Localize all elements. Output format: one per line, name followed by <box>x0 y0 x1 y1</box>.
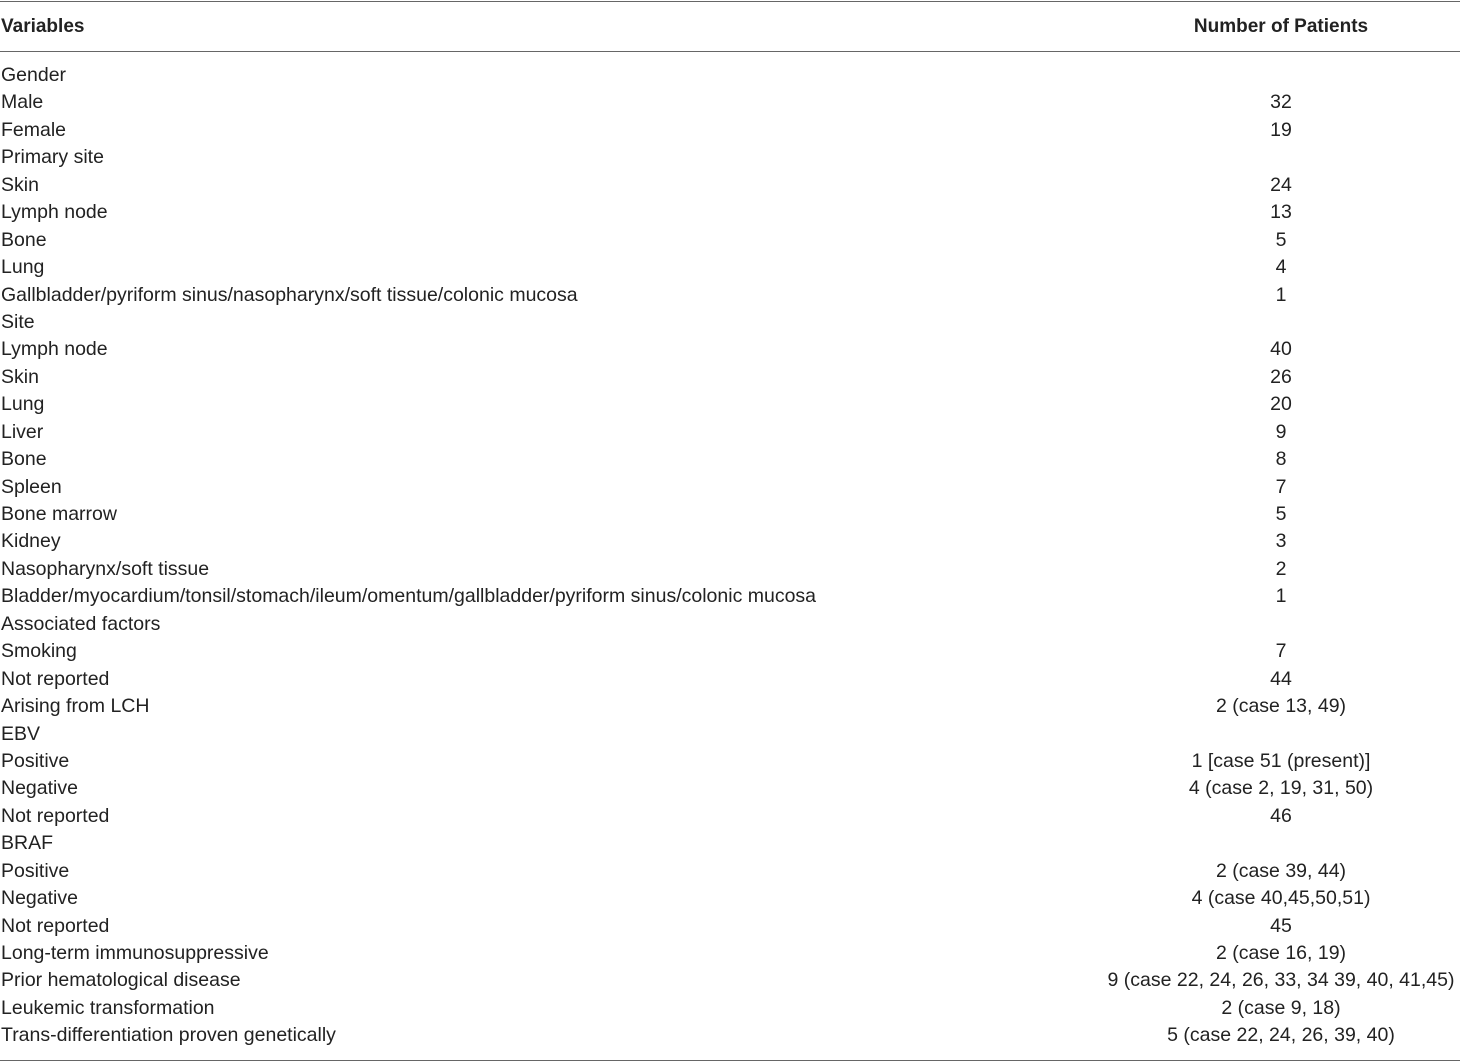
table-body <box>0 62 1460 1050</box>
cell-number-of-patients: 1 [case 51 (present)] <box>1191 749 1371 772</box>
cell-variable: Bone <box>1 448 47 471</box>
cell-variable: Kidney <box>1 530 61 553</box>
cell-number-of-patients: 19 <box>1270 118 1292 141</box>
cell-variable: Spleen <box>1 475 62 498</box>
cell-variable: Negative <box>1 887 78 910</box>
cell-variable: Lymph node <box>1 201 108 224</box>
table-row <box>0 830 1460 857</box>
table-row <box>0 227 1460 254</box>
cell-variable: Liver <box>1 420 44 443</box>
cell-variable: Female <box>1 118 67 141</box>
table-row <box>0 254 1460 281</box>
table-row <box>0 693 1460 720</box>
table-row <box>0 144 1460 171</box>
table-row <box>0 721 1460 748</box>
cell-variable: Not reported <box>1 914 110 937</box>
cell-number-of-patients: 13 <box>1270 201 1292 224</box>
cell-number-of-patients: 5 <box>1275 503 1287 525</box>
table-row <box>0 282 1460 309</box>
cell-number-of-patients: 2 (case 9, 18) <box>1221 996 1341 1019</box>
cell-number-of-patients: 1 <box>1275 585 1287 608</box>
cell-number-of-patients: 1 <box>1275 283 1287 306</box>
cell-number-of-patients: 32 <box>1270 91 1292 114</box>
table-row <box>0 172 1460 199</box>
cell-number-of-patients: 20 <box>1270 393 1292 416</box>
cell-number-of-patients: 5 <box>1275 228 1287 251</box>
cell-variable: Skin <box>1 365 39 388</box>
table-header-rule <box>0 51 1460 52</box>
table-row <box>0 775 1460 802</box>
cell-number-of-patients: 40 <box>1270 338 1292 361</box>
cell-number-of-patients: 4 (case 40,45,50,51) <box>1191 887 1371 910</box>
cell-variable: EBV <box>1 722 41 745</box>
table-row <box>0 638 1460 665</box>
cell-variable: Associated factors <box>1 612 161 635</box>
cell-variable: Primary site <box>1 146 104 169</box>
table-row <box>0 1022 1460 1049</box>
cell-variable: Not reported <box>1 804 110 827</box>
table-row <box>0 89 1460 116</box>
cell-number-of-patients: 24 <box>1270 173 1292 196</box>
cell-variable: Nasopharynx/soft tissue <box>1 557 210 580</box>
cell-variable: Bone marrow <box>1 503 117 525</box>
cell-number-of-patients: 2 (case 16, 19) <box>1215 942 1347 964</box>
cell-variable: Lymph node <box>1 338 108 361</box>
table-row <box>0 199 1460 226</box>
table-row <box>0 391 1460 418</box>
table-row <box>0 967 1460 994</box>
cell-variable: Positive <box>1 859 70 882</box>
table-row <box>0 858 1460 885</box>
table-row <box>0 913 1460 940</box>
cell-variable: Negative <box>1 777 78 800</box>
cell-variable: Site <box>1 310 35 333</box>
table-row <box>0 419 1460 446</box>
cell-number-of-patients: 4 <box>1275 256 1287 279</box>
cell-variable: Lung <box>1 393 45 416</box>
cell-variable: Gender <box>1 64 67 86</box>
table-row <box>0 336 1460 363</box>
cell-number-of-patients: 8 <box>1275 448 1287 471</box>
cell-variable: Trans-differentiation proven genetically <box>1 1024 336 1047</box>
table-row <box>0 885 1460 912</box>
cell-number-of-patients: 2 (case 13, 49) <box>1215 695 1347 718</box>
cell-number-of-patients: 9 (case 22, 24, 26, 33, 34 39, 40, 41,45) <box>1107 969 1455 992</box>
table-row <box>0 611 1460 638</box>
cell-variable: Leukemic transformation <box>1 996 215 1019</box>
table-row <box>0 501 1460 528</box>
cell-variable: Skin <box>1 173 39 196</box>
cell-variable: Positive <box>1 749 70 772</box>
cell-variable: Gallbladder/pyriform sinus/nasopharynx/soft tissue/colonic mucosa <box>1 283 578 306</box>
cell-variable: Prior hematological disease <box>1 969 241 992</box>
cell-number-of-patients: 7 <box>1275 640 1287 663</box>
table-row <box>0 474 1460 501</box>
table-row <box>0 62 1460 89</box>
cell-number-of-patients: 9 <box>1275 420 1287 443</box>
cell-variable: BRAF <box>1 832 54 855</box>
cell-number-of-patients: 3 <box>1275 530 1287 553</box>
cell-number-of-patients: 2 <box>1275 557 1287 580</box>
header-number-of-patients: Number of Patients <box>1193 16 1369 37</box>
table-row <box>0 995 1460 1022</box>
cell-variable: Male <box>1 91 44 114</box>
table-header <box>0 1 1460 51</box>
cell-number-of-patients: 45 <box>1270 914 1292 937</box>
cell-number-of-patients: 26 <box>1270 365 1292 388</box>
table-row <box>0 748 1460 775</box>
table-row <box>0 117 1460 144</box>
table-row <box>0 583 1460 610</box>
table-row <box>0 940 1460 967</box>
cell-variable: Smoking <box>1 640 77 663</box>
table-row <box>0 364 1460 391</box>
table-row <box>0 803 1460 830</box>
table-row <box>0 446 1460 473</box>
cell-variable: Arising from LCH <box>1 695 150 718</box>
cell-variable: Lung <box>1 256 45 279</box>
table-bottom-rule <box>0 1060 1460 1061</box>
cell-number-of-patients: 44 <box>1270 667 1292 690</box>
cell-number-of-patients: 4 (case 2, 19, 31, 50) <box>1188 777 1374 800</box>
cell-variable: Bone <box>1 228 47 251</box>
cell-number-of-patients: 5 (case 22, 24, 26, 39, 40) <box>1167 1024 1395 1047</box>
table-row <box>0 309 1460 336</box>
cell-number-of-patients: 7 <box>1275 475 1287 498</box>
table-row <box>0 556 1460 583</box>
cell-variable: Not reported <box>1 667 110 690</box>
header-variables: Variables <box>1 16 85 37</box>
cell-number-of-patients: 46 <box>1270 804 1292 827</box>
table-row <box>0 666 1460 693</box>
table-row <box>0 528 1460 555</box>
cell-variable: Long-term immunosuppressive <box>1 942 269 964</box>
cell-variable: Bladder/myocardium/tonsil/stomach/ileum/omentum/gallbladder/pyriform sinus/colonic mucosa <box>1 585 817 608</box>
cell-number-of-patients: 2 (case 39, 44) <box>1215 859 1347 882</box>
